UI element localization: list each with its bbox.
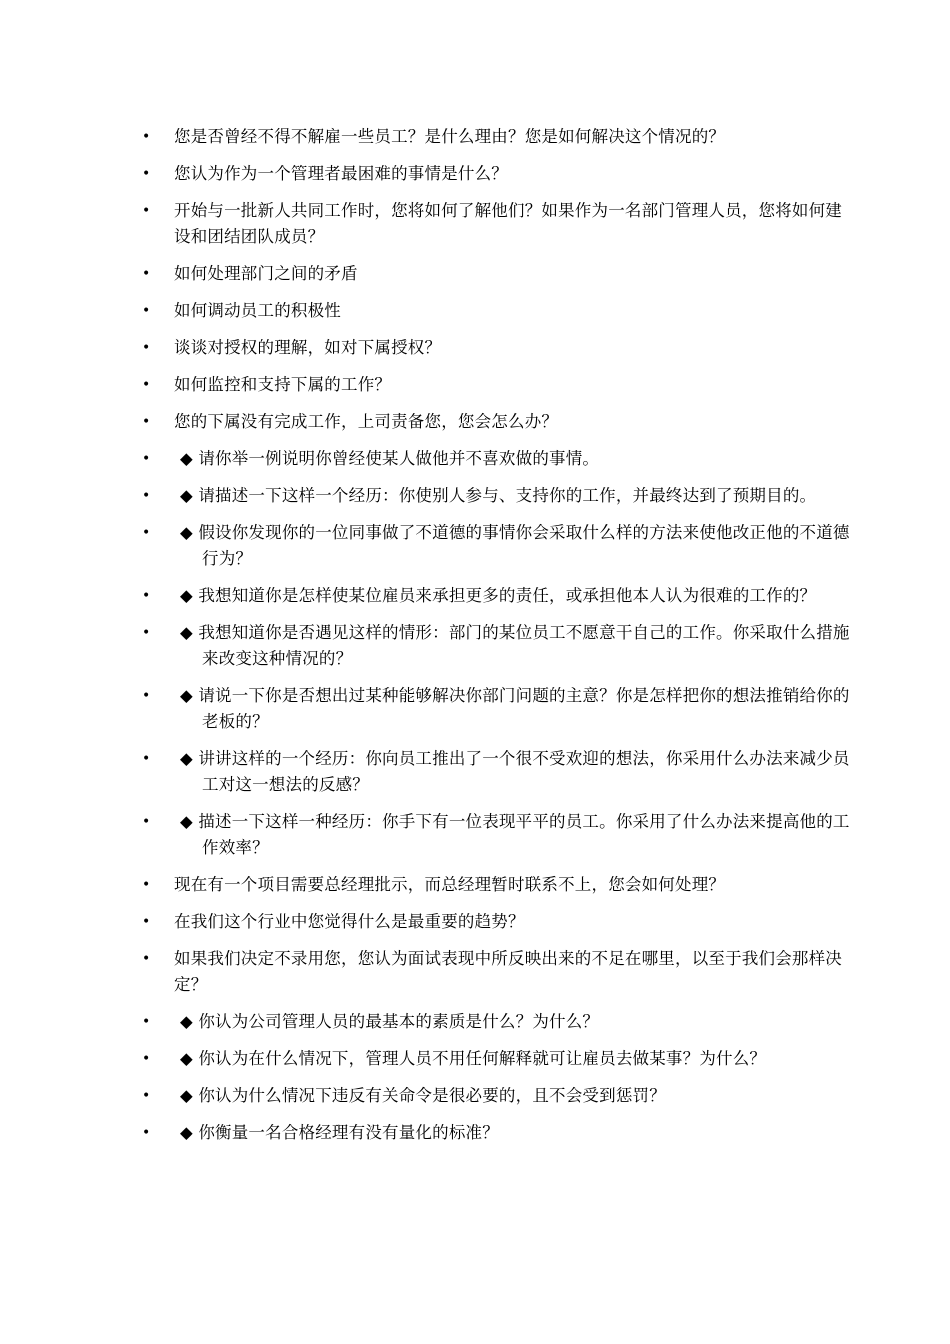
question-text: 您的下属没有完成工作，上司责备您，您会怎么办？ [174, 412, 559, 431]
list-item [142, 335, 852, 361]
question-text: ◆ 我想知道你是怎样使某位雇员来承担更多的责任，或承担他本人认为很难的工作的？ [180, 586, 817, 605]
list-item [142, 161, 852, 187]
bullet-icon: • [142, 266, 151, 282]
list-item [142, 298, 852, 324]
question-text: ◆ 我想知道你是否遇见这样的情形：部门的某位员工不愿意干自己的工作。你采取什么措施来改变这种情况的？ [180, 623, 850, 668]
bullet-icon: • [142, 203, 151, 219]
bullet-icon: • [142, 129, 151, 145]
question-text: ◆ 你认为什么情况下违反有关命令是很必要的，且不会受到惩罚？ [180, 1086, 666, 1105]
list-item [142, 872, 852, 898]
list-item [142, 1009, 852, 1035]
bullet-icon: • [142, 1088, 151, 1104]
bullet-icon: • [142, 525, 151, 541]
bullet-icon: • [142, 166, 151, 182]
list-item [142, 683, 852, 735]
bullet-icon: • [142, 414, 151, 430]
question-text: ◆ 请描述一下这样一个经历：你使别人参与、支持你的工作，并最终达到了预期目的。 [180, 486, 817, 505]
question-text: 如何监控和支持下属的工作？ [174, 375, 392, 394]
bullet-icon: • [142, 303, 151, 319]
question-text: 谈谈对授权的理解，如对下属授权？ [174, 338, 442, 357]
question-text: 如何处理部门之间的矛盾 [174, 264, 358, 283]
list-item [142, 809, 852, 861]
question-text: ◆ 你认为公司管理人员的最基本的素质是什么？为什么？ [180, 1012, 600, 1031]
list-item [142, 583, 852, 609]
question-text: 如何调动员工的积极性 [174, 301, 341, 320]
question-text: ◆ 你衡量一名合格经理有没有量化的标准？ [180, 1123, 499, 1142]
list-item [142, 1046, 852, 1072]
bullet-icon: • [142, 340, 151, 356]
bullet-icon: • [142, 814, 151, 830]
question-text: ◆ 请说一下你是否想出过某种能够解决你部门问题的主意？你是怎样把你的想法推销给你的老板的？ [180, 686, 850, 731]
list-item [142, 746, 852, 798]
question-text: ◆ 描述一下这样一种经历：你手下有一位表现平平的员工。你采用了什么办法来提高他的工作效率？ [180, 812, 850, 857]
bullet-icon: • [142, 877, 151, 893]
list-item [142, 261, 852, 287]
list-item [142, 1083, 852, 1109]
question-list [142, 124, 852, 1157]
list-item [142, 483, 852, 509]
list-item [142, 946, 852, 998]
bullet-icon: • [142, 488, 151, 504]
list-item [142, 124, 852, 150]
question-text: 开始与一批新人共同工作时，您将如何了解他们？如果作为一名部门管理人员，您将如何建设和团结团队成员？ [174, 201, 842, 246]
bullet-icon: • [142, 1051, 151, 1067]
list-item [142, 620, 852, 672]
list-item [142, 909, 852, 935]
bullet-icon: • [142, 451, 151, 467]
list-item [142, 372, 852, 398]
bullet-icon: • [142, 751, 151, 767]
bullet-icon: • [142, 688, 151, 704]
bullet-icon: • [142, 1014, 151, 1030]
bullet-icon: • [142, 951, 151, 967]
question-text: ◆ 讲讲这样的一个经历：你向员工推出了一个很不受欢迎的想法，你采用什么办法来减少员工对这一想法的反感？ [180, 749, 850, 794]
list-item [142, 409, 852, 435]
list-item [142, 198, 852, 250]
list-item [142, 446, 852, 472]
bullet-icon: • [142, 914, 151, 930]
list-item [142, 1120, 852, 1146]
list-item [142, 520, 852, 572]
bullet-icon: • [142, 588, 151, 604]
question-text: 您认为作为一个管理者最困难的事情是什么？ [174, 164, 508, 183]
question-text: ◆ 你认为在什么情况下，管理人员不用任何解释就可让雇员去做某事？为什么？ [180, 1049, 767, 1068]
question-text: 现在有一个项目需要总经理批示，而总经理暂时联系不上，您会如何处理？ [174, 875, 726, 894]
bullet-icon: • [142, 377, 151, 393]
bullet-icon: • [142, 625, 151, 641]
bullet-icon: • [142, 1125, 151, 1141]
question-text: 您是否曾经不得不解雇一些员工？是什么理由？您是如何解决这个情况的？ [174, 127, 726, 146]
question-text: ◆ 假设你发现你的一位同事做了不道德的事情你会采取什么样的方法来使他改正他的不道德行为？ [180, 523, 850, 568]
question-text: 在我们这个行业中您觉得什么是最重要的趋势？ [174, 912, 525, 931]
question-text: ◆ 请你举一例说明你曾经使某人做他并不喜欢做的事情。 [180, 449, 600, 468]
question-text: 如果我们决定不录用您，您认为面试表现中所反映出来的不足在哪里，以至于我们会那样决定？ [174, 949, 842, 994]
